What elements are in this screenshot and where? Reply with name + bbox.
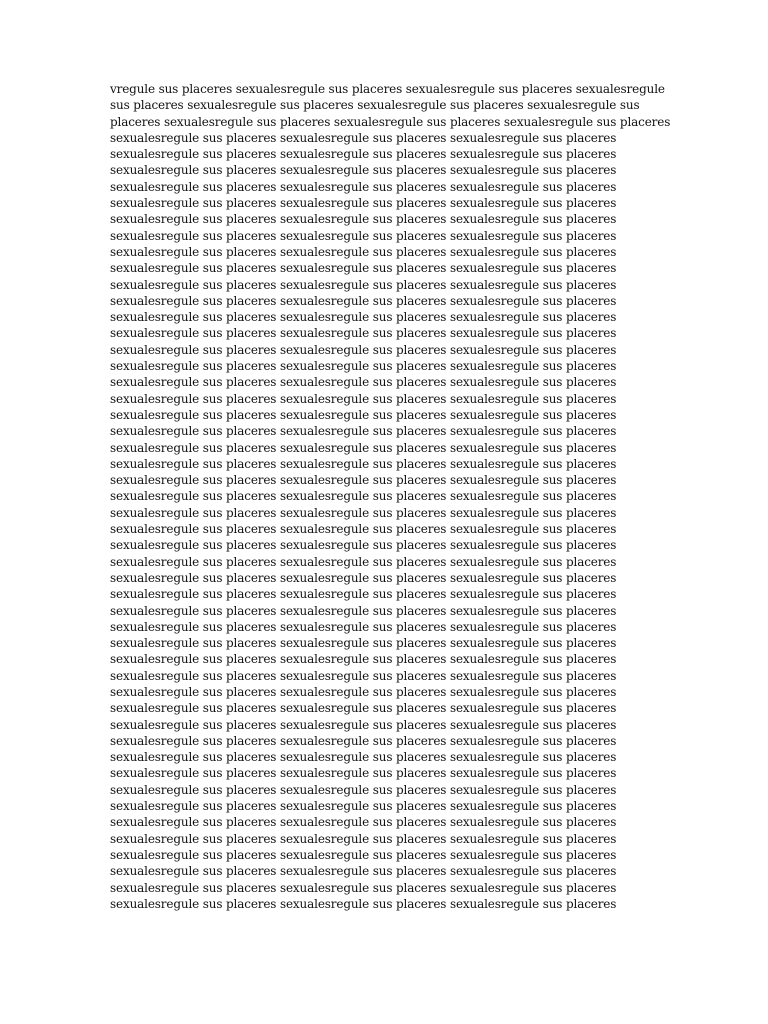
text-line: sexualesregule sus placeres sexualesregule sus placeres sexualesregule sus placeres [110, 147, 617, 162]
text-line: sexualesregule sus placeres sexualesregule sus placeres sexualesregule sus placeres [110, 489, 617, 504]
text-line: sexualesregule sus placeres sexualesregule sus placeres sexualesregule sus placeres [110, 831, 617, 846]
text-line: sexualesregule sus placeres sexualesregule sus placeres sexualesregule sus placeres [110, 342, 617, 357]
text-line: sexualesregule sus placeres sexualesregule sus placeres sexualesregule sus placeres [110, 668, 617, 683]
text-line: sexualesregule sus placeres sexualesregule sus placeres sexualesregule sus placeres [110, 847, 617, 862]
text-line: sexualesregule sus placeres sexualesregule sus placeres sexualesregule sus placeres [110, 310, 617, 325]
text-line: sexualesregule sus placeres sexualesregule sus placeres sexualesregule sus placeres [110, 750, 617, 765]
text-line: sexualesregule sus placeres sexualesregule sus placeres sexualesregule sus placeres [110, 880, 617, 895]
body-text [110, 81, 670, 912]
text-line: sexualesregule sus placeres sexualesregule sus placeres sexualesregule sus placeres [110, 359, 617, 374]
text-line: sexualesregule sus placeres sexualesregule sus placeres sexualesregule sus placeres [110, 407, 617, 422]
text-line: sexualesregule sus placeres sexualesregule sus placeres sexualesregule sus placeres [110, 603, 617, 618]
text-line: sexualesregule sus placeres sexualesregule sus placeres sexualesregule sus placeres [110, 228, 617, 243]
text-line: sexualesregule sus placeres sexualesregule sus placeres sexualesregule sus placeres [110, 766, 617, 781]
text-line: sexualesregule sus placeres sexualesregule sus placeres sexualesregule sus placeres [110, 505, 617, 520]
text-line: sexualesregule sus placeres sexualesregule sus placeres sexualesregule sus placeres [110, 538, 617, 553]
text-line: sexualesregule sus placeres sexualesregule sus placeres sexualesregule sus placeres [110, 473, 617, 488]
text-line: sexualesregule sus placeres sexualesregule sus placeres sexualesregule sus placeres [110, 261, 617, 276]
text-line: sexualesregule sus placeres sexualesregule sus placeres sexualesregule sus placeres [110, 179, 617, 194]
text-line: sexualesregule sus placeres sexualesregule sus placeres sexualesregule sus placeres [110, 326, 617, 341]
text-line: sexualesregule sus placeres sexualesregule sus placeres sexualesregule sus placeres [110, 293, 617, 308]
text-line: sexualesregule sus placeres sexualesregule sus placeres sexualesregule sus placeres [110, 424, 617, 439]
text-line: sexualesregule sus placeres sexualesregule sus placeres sexualesregule sus placeres [110, 896, 617, 911]
text-line: sexualesregule sus placeres sexualesregule sus placeres sexualesregule sus placeres [110, 244, 617, 259]
text-line: sexualesregule sus placeres sexualesregule sus placeres sexualesregule sus placeres [110, 163, 617, 178]
text-line: sexualesregule sus placeres sexualesregule sus placeres sexualesregule sus placeres [110, 375, 617, 390]
text-line: sexualesregule sus placeres sexualesregule sus placeres sexualesregule sus placeres [110, 815, 617, 830]
text-line: sexualesregule sus placeres sexualesregule sus placeres sexualesregule sus placeres [110, 717, 617, 732]
text-line: sexualesregule sus placeres sexualesregule sus placeres sexualesregule sus placeres [110, 570, 617, 585]
text-line: sexualesregule sus placeres sexualesregule sus placeres sexualesregule sus placeres [110, 701, 617, 716]
text-line: sexualesregule sus placeres sexualesregule sus placeres sexualesregule sus placeres [110, 522, 617, 537]
text-line: sexualesregule sus placeres sexualesregule sus placeres sexualesregule sus placeres [110, 554, 617, 569]
text-line: sexualesregule sus placeres sexualesregule sus placeres sexualesregule sus placeres [110, 684, 617, 699]
text-line: sexualesregule sus placeres sexualesregule sus placeres sexualesregule sus placeres [110, 277, 617, 292]
text-line: sexualesregule sus placeres sexualesregule sus placeres sexualesregule sus placeres [110, 440, 617, 455]
text-line: sexualesregule sus placeres sexualesregule sus placeres sexualesregule sus placeres [110, 196, 617, 211]
text-line: sexualesregule sus placeres sexualesregule sus placeres sexualesregule sus placeres [110, 652, 617, 667]
text-line: sexualesregule sus placeres sexualesregule sus placeres sexualesregule sus placeres [110, 391, 617, 406]
text-line: sexualesregule sus placeres sexualesregule sus placeres sexualesregule sus placeres [110, 636, 617, 651]
text-line: sexualesregule sus placeres sexualesregule sus placeres sexualesregule sus placeres [110, 799, 617, 814]
text-line: sexualesregule sus placeres sexualesregule sus placeres sexualesregule sus placeres [110, 864, 617, 879]
text-line: vregule sus placeres sexualesregule sus placeres sexualesregule sus placeres sexualesregule [110, 82, 665, 96]
text-line: sexualesregule sus placeres sexualesregule sus placeres sexualesregule sus placeres [110, 130, 617, 145]
text-line: sexualesregule sus placeres sexualesregule sus placeres sexualesregule sus placeres [110, 619, 617, 634]
text-line: sexualesregule sus placeres sexualesregule sus placeres sexualesregule sus placeres [110, 212, 617, 227]
text-line: sexualesregule sus placeres sexualesregule sus placeres sexualesregule sus placeres [110, 733, 617, 748]
text-line: sexualesregule sus placeres sexualesregule sus placeres sexualesregule sus placeres [110, 782, 617, 797]
text-line: sexualesregule sus placeres sexualesregule sus placeres sexualesregule sus placeres [110, 587, 617, 602]
text-line: placeres sexualesregule sus placeres sexualesregule sus placeres sexualesregule sus placeres [110, 114, 671, 129]
text-line: sexualesregule sus placeres sexualesregule sus placeres sexualesregule sus placeres [110, 456, 617, 471]
text-line: sus placeres sexualesregule sus placeres sexualesregule sus placeres sexualesregule sus [110, 98, 640, 113]
